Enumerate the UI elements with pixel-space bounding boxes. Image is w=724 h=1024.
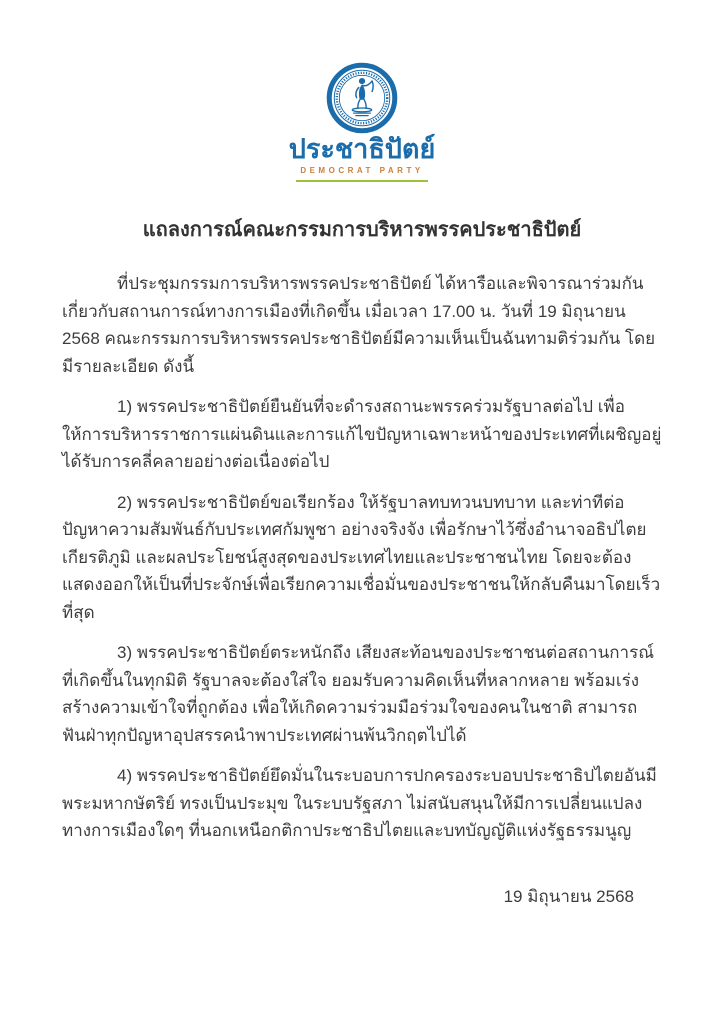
statement-title: แถลงการณ์คณะกรรมการบริหารพรรคประชาธิปัตย์: [142, 219, 582, 242]
statement-item-4: 4) พรรคประชาธิปัตย์ยึดมั่นในระบอบการปกครองระบอบประชาธิปไตยอันมีพระมหากษัตริย์ ทรงเป็นประมุข ในระบบรัฐสภา ไม่สนับสนุนให้มีการเปลี่ยนแปลงทางการเมืองใดๆ ที่นอกเหนือกติกาประชาธิปไตยและบทบัญญัติแห่งรัฐธรรมนูญ: [62, 766, 657, 841]
party-name-english: DEMOCRAT PARTY: [300, 166, 424, 176]
statement-item-1: 1) พรรคประชาธิปัตย์ยืนยันที่จะดำรงสถานะพรรคร่วมรัฐบาลต่อไป เพื่อให้การบริหารราชการแผ่นดินและการแก้ไขปัญหาเฉพาะหน้าของประเทศที่เผชิญอยู่ได้รับการคลี่คลายอย่างต่อเนื่องต่อไป: [62, 397, 662, 472]
party-logo: [62, 62, 662, 182]
statement-date: 19 มิถุนายน 2568: [503, 886, 634, 906]
party-emblem-icon: [326, 62, 398, 134]
statement-body: [62, 270, 662, 845]
intro-paragraph: ที่ประชุมกรรมการบริหารพรรคประชาธิปัตย์ ได้หารือและพิจารณาร่วมกัน เกี่ยวกับสถานการณ์ทางการเมืองที่เกิดขึ้น เมื่อเวลา 17.00 น. วันที่ 19 มิถุนายน 2568 คณะกรรมการบริหารพรรคประชาธิปัตย์มีความเห็นเป็นฉันทามติร่วมกัน โดยมีรายละเอียด ดังนี้: [62, 274, 656, 376]
party-name-thai: ประชาธิปัตย์: [288, 134, 436, 164]
logo-underline: [296, 180, 428, 182]
statement-item-3: 3) พรรคประชาธิปัตย์ตระหนักถึง เสียงสะท้อนของประชาชนต่อสถานการณ์ที่เกิดขึ้นในทุกมิติ รัฐบาลจะต้องใส่ใจ ยอมรับความคิดเห็นที่หลากหลาย พร้อมเร่งสร้างความเข้าใจที่ถูกต้อง เพื่อให้เกิดความร่วมมือร่วมใจของคนในชาติ สามารถฟันฝ่าทุกปัญหาอุปสรรคนำพาประเทศผ่านพ้นวิกฤตไปได้: [62, 643, 654, 745]
statement-item-2: 2) พรรคประชาธิปัตย์ขอเรียกร้อง ให้รัฐบาลทบทวนบทบาท และท่าทีต่อปัญหาความสัมพันธ์กับประเทศกัมพูชา อย่างจริงจัง เพื่อรักษาไว้ซึ่งอำนาจอธิปไตย เกียรติภูมิ และผลประโยชน์สูงสุดของประเทศไทยและประชาชนไทย โดยจะต้องแสดงออกให้เป็นที่ประจักษ์เพื่อเรียกความเชื่อมั่นของประชาชนให้กลับคืนมาโดยเร็วที่สุด: [62, 492, 661, 622]
